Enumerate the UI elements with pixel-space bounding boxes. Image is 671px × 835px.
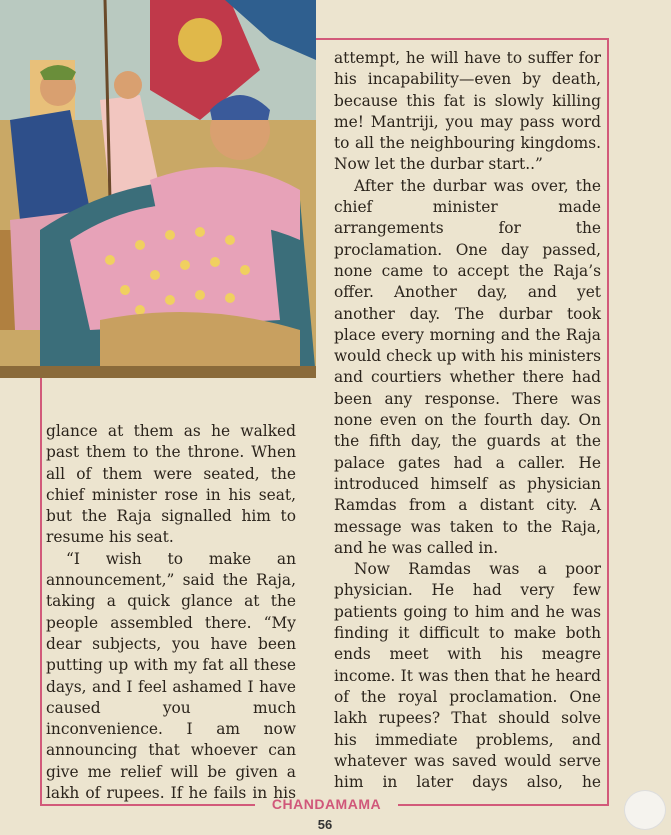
story-paragraph: attempt, he will have to suffer for his incapability—even by death, because this fat is slowly killing me! Mantriji, you may pass word to all the neighbouring kingdoms. Now let the durbar start..” <box>334 49 601 174</box>
page-border-top <box>316 38 609 40</box>
page-border-bottom-right <box>398 804 609 806</box>
chandamama-logo-icon <box>624 790 666 830</box>
story-paragraph: “I wish to make an announcement,” said the Raja, taking a quick glance at the people assembled there. “My dear subjects, you have been putting up with my fat all these days, and I feel ashamed I have caused you much inconvenience. I am now announcing that whoever can give me relief will be given a lakh of rupees. If he fails in his <box>46 549 296 803</box>
raja-on-throne-illustration <box>0 0 316 378</box>
story-paragraph: Now Ramdas was a poor physician. He had very few patients going to him and he was finding it difficult to make both ends meet with his meagre income. It was then that he heard of the royal proclamation. One lakh rupees? That should solve his immediate problems, and whatever was saved would serve him in later days also, he <box>334 560 601 792</box>
magazine-name: CHANDAMAMA <box>271 796 382 812</box>
page-border-left <box>40 378 42 806</box>
page-number: 56 <box>317 817 333 832</box>
story-column-right <box>334 48 601 793</box>
page-border-right <box>607 38 609 806</box>
story-paragraph: glance at them as he walked past them to the throne. When all of them were seated, the chief minister rose in his seat, but the Raja signalled him to resume his seat. <box>46 422 296 547</box>
story-column-left <box>46 421 296 804</box>
story-paragraph: After the durbar was over, the chief minister made arrangements for the proclamation. One day passed, none came to accept the Raja’s offer. Another day, and yet another day. The durbar took place every morning and the Raja would check up with his ministers and courtiers whether there had been any response. There was none even on the fourth day. On the fifth day, the guards at the palace gates had a caller. He introduced himself as physician Ramdas from a distant city. A message was taken to the Raja, and he was called in. <box>334 176 601 557</box>
